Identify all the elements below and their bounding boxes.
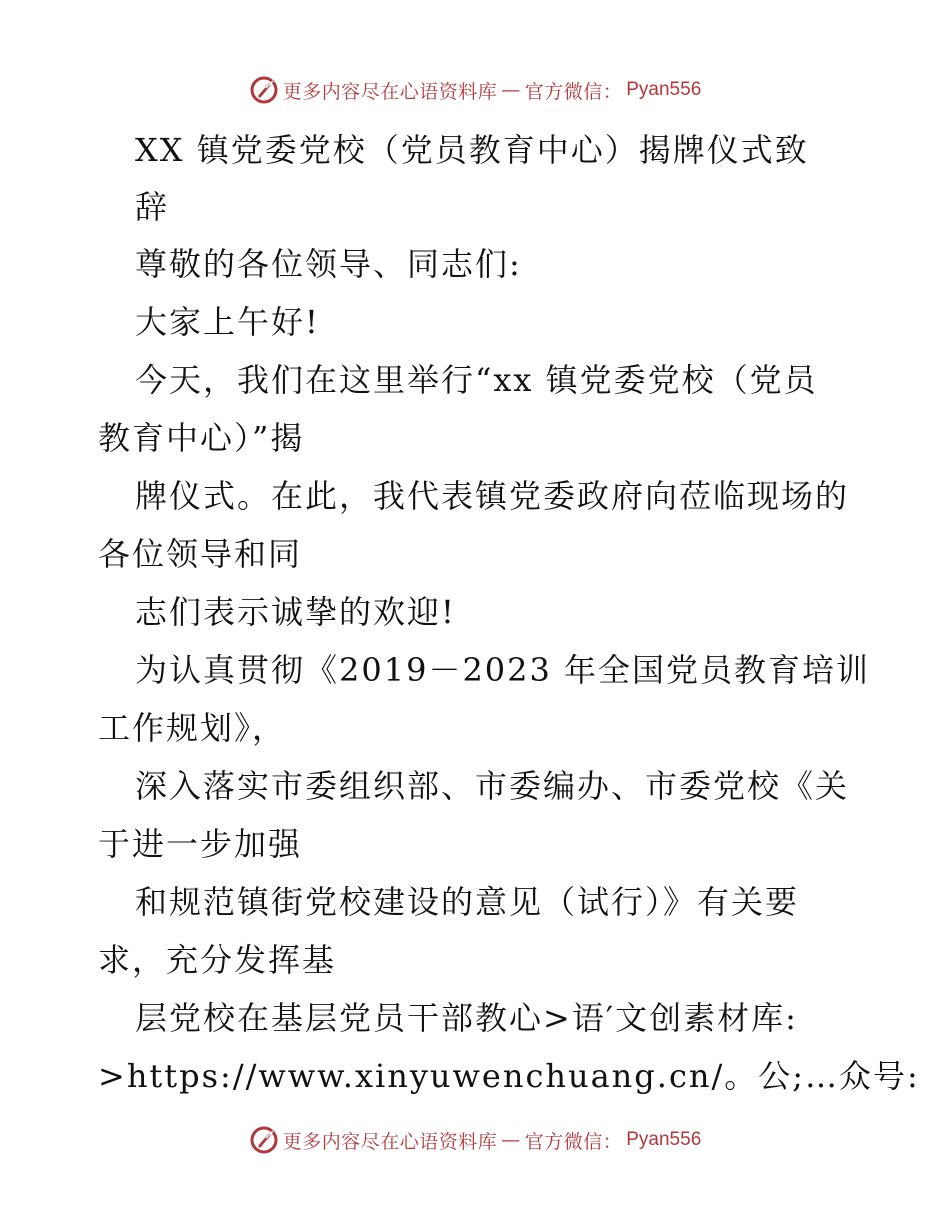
document-line: 今天，我们在这里举行“xx 镇党委党校（党员	[135, 361, 818, 399]
banner-separator: —	[501, 1129, 521, 1151]
document-line: 各位领导和同	[98, 535, 303, 573]
feather-pen-logo-icon	[249, 1125, 279, 1155]
banner-contact-label: 官方微信：	[524, 1130, 623, 1153]
banner-contact-id: Pyan556	[626, 79, 702, 100]
banner-site-name: 更多内容尽在心语资料库	[282, 80, 498, 103]
document-line: 教育中心）”揭	[98, 419, 305, 457]
banner-contact-label: 官方微信：	[524, 80, 623, 103]
document-line: 深入落实市委组织部、市委编办、市委党校《关	[135, 767, 850, 805]
document-line-url: >https://www.xinyuwenchuang.cn/。公;…众号:	[98, 1057, 920, 1095]
document-line: 求，充分发挥基	[98, 941, 337, 979]
document-line: 牌仪式。在此，我代表镇党委政府向莅临现场的	[135, 477, 850, 515]
footer-banner	[0, 1120, 950, 1160]
document-line: 大家上午好!	[135, 303, 320, 341]
banner-contact-id: Pyan556	[626, 1129, 702, 1150]
banner-separator: —	[501, 79, 521, 101]
document-line: 尊敬的各位领导、同志们:	[135, 245, 522, 283]
document-title-line-1: XX 镇党委党校（党员教育中心）揭牌仪式致	[135, 131, 809, 169]
document-title-line-2: 辞	[135, 188, 170, 226]
document-line: 和规范镇街党校建设的意见（试行）》有关要	[135, 883, 800, 921]
document-line: 志们表示诚挚的欢迎!	[135, 593, 456, 631]
document-line: 于进一步加强	[98, 825, 303, 863]
header-banner	[0, 70, 950, 110]
feather-pen-logo-icon	[249, 75, 279, 105]
document-line: 层党校在基层党员干部教心>语′文创素材库:	[135, 999, 798, 1037]
document-line: 工作规划》，	[98, 709, 287, 747]
banner-site-name: 更多内容尽在心语资料库	[282, 1130, 498, 1153]
document-line: 为认真贯彻《2019－2023 年全国党员教育培训	[135, 651, 871, 689]
